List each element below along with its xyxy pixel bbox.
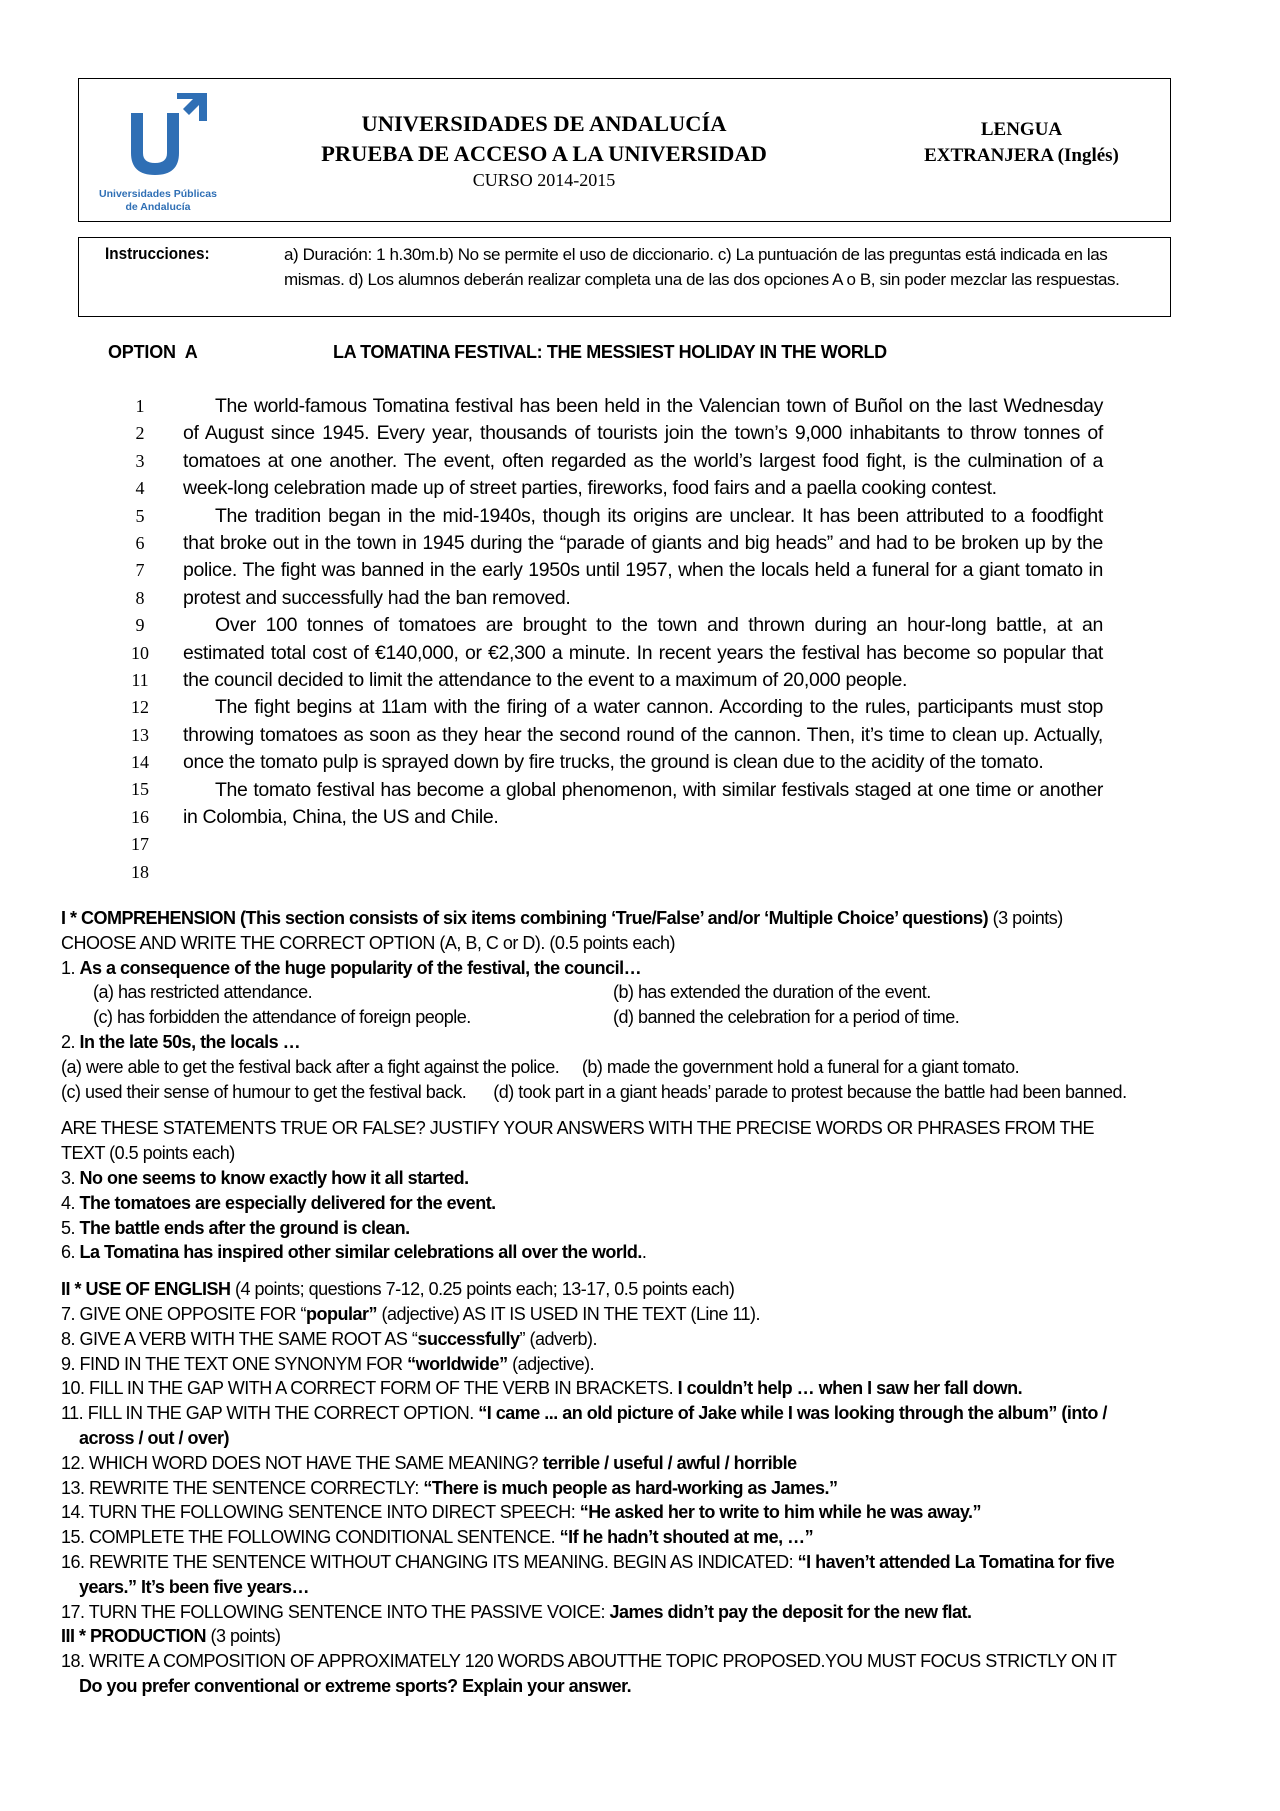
mc-instruction: CHOOSE AND WRITE THE CORRECT OPTION (A, B, C or D). (0.5 points each) bbox=[61, 932, 675, 953]
option-a: (a) has restricted attendance. bbox=[93, 982, 313, 1003]
line-number: 17 bbox=[131, 834, 149, 855]
option-a: (a) were able to get the festival back after a fight against the police. bbox=[61, 1056, 560, 1077]
logo-caption: Universidades Públicas de Andalucía bbox=[99, 188, 217, 213]
instructions-label: Instrucciones: bbox=[105, 244, 210, 263]
option-label: OPTION A bbox=[108, 342, 198, 362]
exam-title: PRUEBA DE ACCESO A LA UNIVERSIDAD bbox=[321, 141, 767, 166]
option-c: (c) used their sense of humour to get the festival back. bbox=[61, 1081, 467, 1102]
instructions-box bbox=[78, 237, 1171, 317]
question-4: 4. The tomatoes are especially delivered for the event. bbox=[61, 1192, 496, 1213]
option-d: (d) took part in a giant heads’ parade to protest because the battle had been banned. bbox=[493, 1081, 1127, 1102]
instructions-text: a) Duración: 1 h.30m.b) No se permite el uso de diccionario. c) La puntuación de las preguntas está indicada en las mismas. d) Los alumnos deberán realizar completa una de las dos opciones A o B, sin poder mezclar las respuestas. bbox=[284, 245, 1120, 289]
university-title: UNIVERSIDADES DE ANDALUCÍA bbox=[361, 111, 727, 136]
question-1-options-cd bbox=[61, 1005, 1211, 1030]
question-8: 8. GIVE A VERB WITH THE SAME ROOT AS “successfully” (adverb). bbox=[61, 1328, 598, 1349]
question-10: 10. FILL IN THE GAP WITH A CORRECT FORM OF THE VERB IN BRACKETS. I couldn’t help … when I saw her fall down. bbox=[61, 1378, 1023, 1399]
line-number: 3 bbox=[135, 450, 145, 471]
question-14: 14. TURN THE FOLLOWING SENTENCE INTO DIRECT SPEECH: “He asked her to write to him while he was away.” bbox=[61, 1502, 982, 1523]
line-number: 8 bbox=[135, 587, 145, 608]
option-b: (b) has extended the duration of the event. bbox=[613, 982, 931, 1003]
university-logo bbox=[93, 85, 223, 215]
line-number: 15 bbox=[131, 779, 149, 800]
option-d: (d) banned the celebration for a period of time. bbox=[613, 1007, 960, 1028]
question-1-options-ab bbox=[61, 980, 1211, 1005]
line-number: 14 bbox=[131, 752, 149, 773]
question-12: 12. WHICH WORD DOES NOT HAVE THE SAME MEANING? terrible / useful / awful / horrible bbox=[61, 1452, 797, 1473]
u-logo-icon bbox=[93, 85, 223, 185]
line-number: 11 bbox=[131, 669, 149, 690]
exam-title-block bbox=[304, 109, 784, 191]
line-number: 2 bbox=[135, 423, 145, 444]
question-9: 9. FIND IN THE TEXT ONE SYNONYM FOR “worldwide” (adjective). bbox=[61, 1353, 595, 1374]
question-2: 2. In the late 50s, the locals … bbox=[61, 1031, 301, 1052]
passage-paragraph: The fight begins at 11am with the firing of a water cannon. According to the rules, participants must stop throwing tomatoes as soon as they hear the second round of the cannon. Then, it’s time to clean up. Actually, once the tomato pulp is sprayed down by fire trucks, the ground is clean due to the acidity of the tomato. bbox=[183, 696, 1103, 774]
question-1: 1. As a consequence of the huge popularity of the festival, the council… bbox=[61, 957, 642, 978]
exam-header bbox=[78, 78, 1171, 222]
line-number: 12 bbox=[131, 697, 149, 718]
composition-topic: Do you prefer conventional or extreme sports? Explain your answer. bbox=[79, 1675, 632, 1696]
line-number: 6 bbox=[135, 532, 145, 553]
section-2-heading: II * USE OF ENGLISH (4 points; questions 7-12, 0.25 points each; 13-17, 0.5 points each) bbox=[61, 1279, 735, 1300]
passage-paragraph: The tradition began in the mid-1940s, though its origins are unclear. It has been attributed to a foodfight that broke out in the town in 1945 during the “parade of giants and big heads” and had to be broken up by the police. The fight was banned in the early 1950s until 1957, when the locals held a funeral for a giant tomato in protest and successfully had the ban removed. bbox=[183, 504, 1103, 609]
question-5: 5. The battle ends after the ground is clean. bbox=[61, 1217, 410, 1238]
line-number: 5 bbox=[135, 505, 145, 526]
line-number: 1 bbox=[135, 396, 145, 416]
section-1-heading: I * COMPREHENSION (This section consists of six items combining ‘True/False’ and/or ‘Multiple Choice’ questions) (3 points) bbox=[61, 908, 1063, 928]
line-number: 9 bbox=[135, 615, 145, 636]
line-number: 16 bbox=[131, 806, 149, 827]
question-3: 3. No one seems to know exactly how it all started. bbox=[61, 1167, 469, 1188]
question-11: 11. FILL IN THE GAP WITH THE CORRECT OPTION. “I came ... an old picture of Jake while I was looking through the album” (into / bbox=[61, 1403, 1107, 1424]
line-number: 4 bbox=[135, 478, 145, 499]
passage-paragraph: The tomato festival has become a global phenomenon, with similar festivals staged at one time or another in Colombia, China, the US and Chile. bbox=[183, 778, 1103, 829]
course-year: CURSO 2014-2015 bbox=[472, 170, 616, 190]
line-number: 7 bbox=[135, 560, 145, 581]
question-2-options-ab bbox=[61, 1055, 1211, 1080]
question-6: 6. La Tomatina has inspired other similar celebrations all over the world.. bbox=[61, 1242, 647, 1263]
question-15: 15. COMPLETE THE FOLLOWING CONDITIONAL SENTENCE. “If he hadn’t shouted at me, …” bbox=[61, 1527, 814, 1548]
tf-instruction-cont: TEXT (0.5 points each) bbox=[61, 1143, 235, 1164]
option-c: (c) has forbidden the attendance of foreign people. bbox=[93, 1007, 471, 1028]
reading-passage bbox=[183, 393, 1103, 832]
question-17: 17. TURN THE FOLLOWING SENTENCE INTO THE PASSIVE VOICE: James didn’t pay the deposit for the new flat. bbox=[61, 1601, 972, 1622]
question-16: 16. REWRITE THE SENTENCE WITHOUT CHANGING ITS MEANING. BEGIN AS INDICATED: “I haven’t attended La Tomatina for five bbox=[61, 1551, 1115, 1572]
line-number: 10 bbox=[131, 642, 149, 663]
section-3-heading: III * PRODUCTION (3 points) bbox=[61, 1626, 281, 1647]
reading-title: LA TOMATINA FESTIVAL: THE MESSIEST HOLIDAY IN THE WORLD bbox=[333, 342, 887, 362]
question-16-cont: years.” It’s been five years… bbox=[79, 1576, 309, 1597]
question-18: 18. WRITE A COMPOSITION OF APPROXIMATELY 120 WORDS ABOUTTHE TOPIC PROPOSED.YOU MUST FOCUS STRICTLY ON IT bbox=[61, 1651, 1117, 1672]
questions-section bbox=[61, 906, 1211, 1699]
tf-instruction: ARE THESE STATEMENTS TRUE OR FALSE? JUSTIFY YOUR ANSWERS WITH THE PRECISE WORDS OR PHRASES FROM THE bbox=[61, 1118, 1095, 1139]
line-number: 13 bbox=[131, 724, 149, 745]
option-b: (b) made the government hold a funeral for a giant tomato. bbox=[581, 1056, 1020, 1077]
question-2-options-cd bbox=[61, 1080, 1211, 1105]
line-numbers bbox=[120, 393, 160, 886]
subject-name: LENGUA EXTRANJERA (Inglés) bbox=[924, 119, 1119, 166]
question-13: 13. REWRITE THE SENTENCE CORRECTLY: “There is much people as hard-working as James.” bbox=[61, 1477, 838, 1498]
question-11-cont: across / out / over) bbox=[79, 1427, 230, 1448]
line-number: 18 bbox=[131, 861, 149, 882]
question-7: 7. GIVE ONE OPPOSITE FOR “popular” (adjective) AS IT IS USED IN THE TEXT (Line 11). bbox=[61, 1303, 761, 1324]
passage-paragraph: Over 100 tonnes of tomatoes are brought to the town and thrown during an hour-long battle, at an estimated total cost of €140,000, or €2,300 a minute. In recent years the festival has become so popular that the council decided to limit the attendance to the event to a maximum of 20,000 people. bbox=[183, 614, 1103, 692]
passage-paragraph: The world-famous Tomatina festival has been held in the Valencian town of Buñol on the last Wednesday of August since 1945. Every year, thousands of tourists join the town’s 9,000 inhabitants to throw tonnes of tomatoes at one another. The event, often regarded as the world’s largest food fight, is the culmination of a week-long celebration made up of street parties, fireworks, food fairs and a paella cooking contest. bbox=[183, 395, 1103, 500]
